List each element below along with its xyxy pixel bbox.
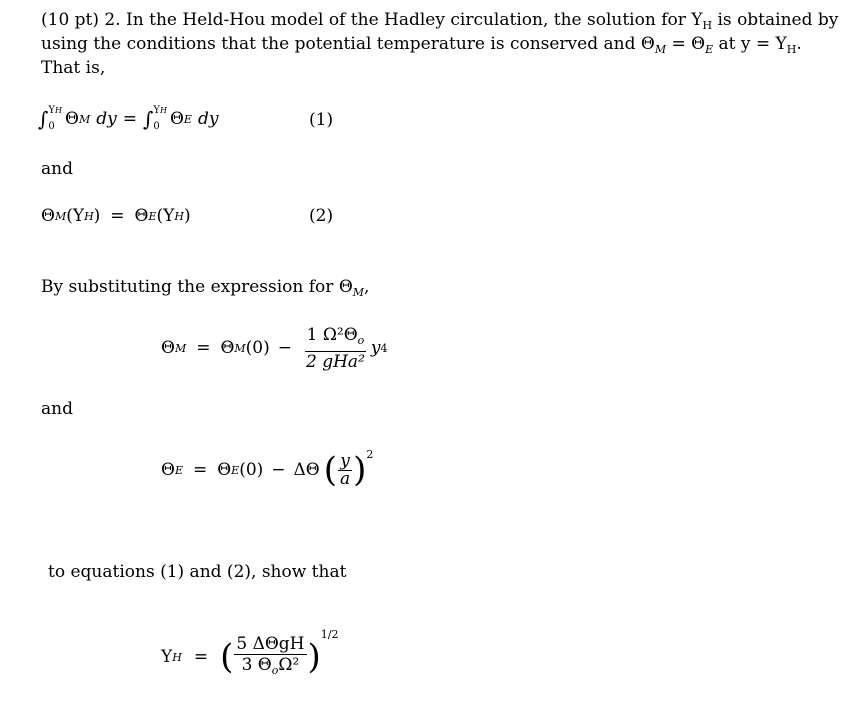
- equation-theta-e: [161, 446, 373, 494]
- right-paren: ): [307, 637, 321, 677]
- intro-line1-sub: H: [702, 19, 713, 32]
- minus-sign: −: [277, 338, 292, 358]
- upper-limit: Y: [153, 105, 160, 116]
- theta-m: Θ: [161, 338, 175, 358]
- equals-sign: =: [192, 460, 208, 480]
- equals-sign: =: [196, 338, 211, 358]
- lower-limit: 0: [48, 121, 55, 132]
- theta-m-sub: M: [54, 209, 67, 223]
- arg-sub: H: [84, 209, 94, 223]
- denominator-pre: 3 Θ: [241, 654, 272, 675]
- left-paren: (: [323, 450, 338, 490]
- substitute-sub: M: [352, 286, 365, 299]
- theta-m: Θ: [65, 109, 79, 129]
- delta-theta: ΔΘ: [293, 460, 320, 480]
- upper-limit-sub: H: [55, 106, 63, 115]
- theta-e: Θ: [161, 460, 175, 480]
- theta-m-0-arg: (0): [245, 338, 270, 358]
- intro-line2-text: using the conditions that the potential temperature is conserved and Θ: [41, 34, 655, 54]
- theta-e: Θ: [134, 206, 149, 226]
- denominator-post: Ω²: [278, 654, 300, 675]
- upper-limit: Y: [48, 105, 56, 116]
- equation-theta-m: [161, 322, 388, 374]
- theta-e-sub: E: [148, 209, 157, 223]
- exponent: 2: [366, 448, 374, 461]
- y-h: Y: [161, 647, 173, 667]
- equation-2: [41, 202, 191, 230]
- arg-open: (Y: [66, 206, 85, 226]
- arg-close: ): [183, 206, 191, 226]
- lower-limit: 0: [153, 121, 160, 132]
- theta-e-0-sub: E: [231, 463, 240, 477]
- integral-limits: [48, 106, 62, 132]
- numerator-text: 1 Ω²Θ: [306, 324, 358, 345]
- equation-result: [161, 628, 338, 686]
- arg-open: (Y: [156, 206, 175, 226]
- connector-and-2: and: [41, 399, 73, 419]
- equation-1: [38, 102, 218, 136]
- show-that-sentence: to equations (1) and (2), show that: [48, 562, 347, 582]
- theta-m-0: Θ: [220, 338, 235, 358]
- right-paren: ): [353, 450, 367, 490]
- intro-line1-tail: is obtained by: [712, 10, 839, 30]
- theta-m-sub: M: [78, 112, 91, 126]
- intro-line2-tail: at y = Y: [713, 34, 787, 54]
- substitute-tail: ,: [364, 277, 370, 297]
- theta-e-sub: E: [183, 112, 192, 126]
- theta-e: Θ: [169, 109, 184, 129]
- upper-limit-sub: H: [160, 106, 167, 115]
- integral-limits: [153, 106, 167, 132]
- left-paren: (: [220, 637, 234, 677]
- fraction: [338, 450, 352, 489]
- connector-and-1: and: [41, 159, 73, 179]
- integral-sign: ∫: [38, 107, 49, 131]
- substitute-sentence: [41, 275, 369, 305]
- y-variable: y: [370, 338, 381, 358]
- exponent: 1/2: [320, 628, 339, 641]
- equals-sign: =: [193, 647, 209, 667]
- integral-sign: ∫: [142, 107, 154, 131]
- fraction: [234, 634, 306, 681]
- intro-line1-text: (10 pt) 2. In the Held-Hou model of the Hadley circulation, the solution for Y: [41, 10, 703, 30]
- y-h-sub: H: [172, 650, 182, 664]
- numerator: [305, 325, 367, 352]
- theta-e-0-arg: (0): [239, 460, 264, 480]
- fraction: [304, 325, 367, 372]
- intro-line2-sub-m: M: [654, 43, 667, 56]
- denominator: 2 gHa²: [306, 351, 365, 372]
- denominator: [240, 655, 302, 681]
- problem-intro-line3: That is,: [41, 58, 106, 78]
- numerator: y: [340, 450, 350, 471]
- equals-sign: =: [110, 206, 125, 226]
- arg-sub: H: [174, 209, 184, 223]
- substitute-text: By substituting the expression for Θ: [41, 277, 353, 297]
- intro-line2-sub-h: H: [786, 43, 797, 56]
- intro-line2-eq: = Θ: [666, 34, 706, 54]
- arg-close: ): [93, 206, 101, 226]
- dy-rhs: dy: [197, 109, 219, 129]
- numerator-sub: o: [357, 333, 365, 347]
- denominator: a: [340, 468, 351, 489]
- theta-e-0: Θ: [217, 460, 232, 480]
- denominator-sub: o: [271, 663, 279, 677]
- theta-m-sub: M: [174, 341, 187, 355]
- intro-line2-end: .: [796, 34, 802, 54]
- equation-2-number: (2): [309, 206, 334, 226]
- exponent: 4: [380, 341, 388, 355]
- theta-m: Θ: [41, 206, 55, 226]
- problem-intro-line2: [41, 32, 802, 62]
- theta-m-0-sub: M: [234, 341, 246, 355]
- theta-e-sub: E: [174, 463, 183, 477]
- numerator: 5 ΔΘgH: [236, 633, 305, 654]
- minus-sign: −: [271, 460, 286, 480]
- intro-line2-sub-e: E: [705, 43, 714, 56]
- equals-sign: =: [122, 109, 137, 129]
- dy-lhs: dy: [96, 109, 117, 129]
- equation-1-number: (1): [309, 110, 334, 130]
